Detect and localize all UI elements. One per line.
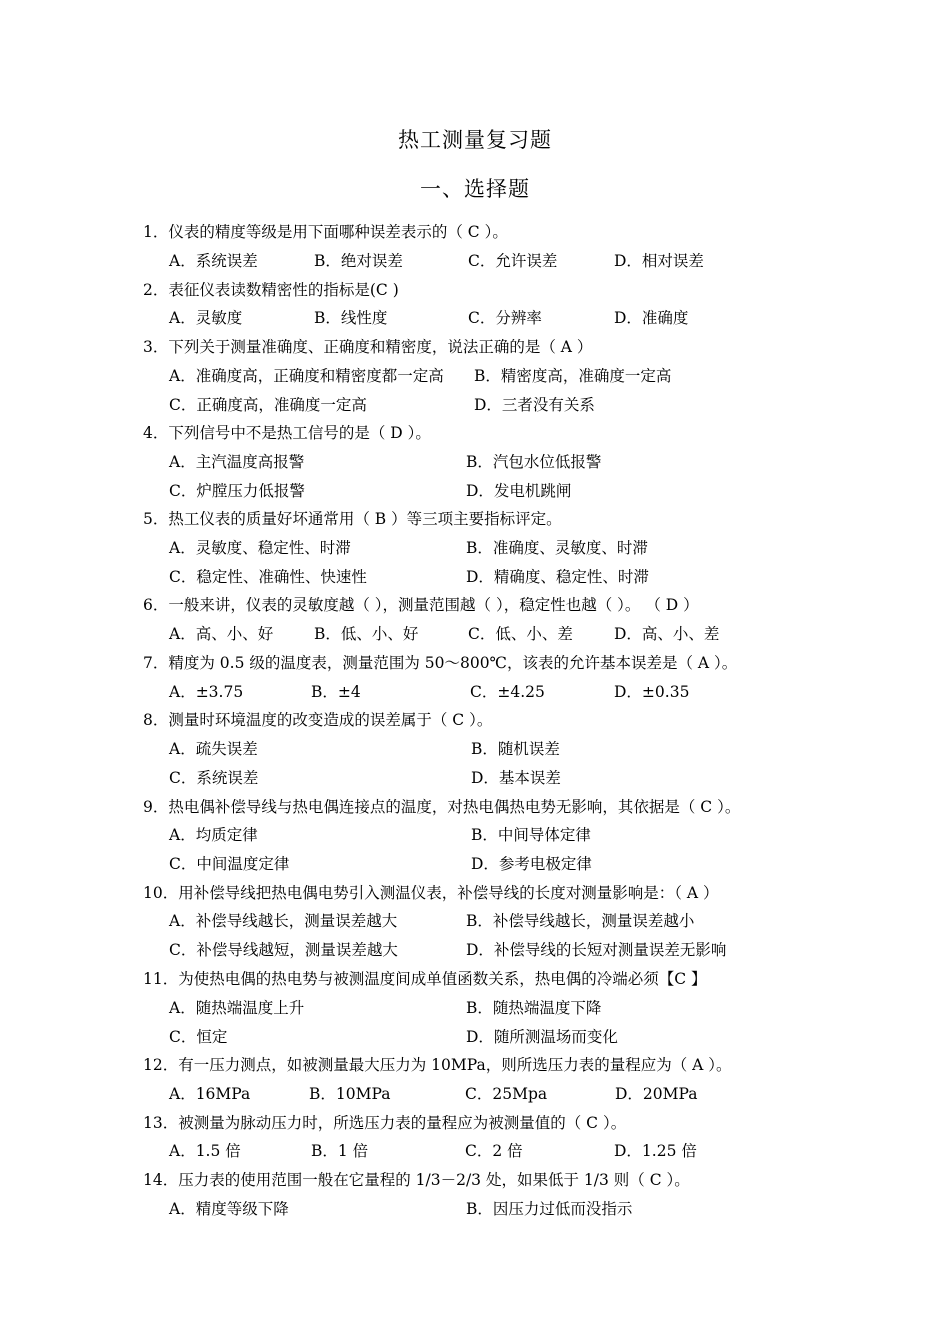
question-4: 4．下列信号中不是热工信号的是（ D ）。 xyxy=(143,424,431,442)
question-1: 1．仪表的精度等级是用下面哪种误差表示的（ C ）。 xyxy=(143,223,508,241)
question-13: 13．被测量为脉动压力时，所选压力表的量程应为被测量值的（ C ）。 xyxy=(143,1114,627,1132)
option-11a: A．随热端温度上升 xyxy=(169,999,305,1017)
option-13a: A．1.5 倍 xyxy=(169,1142,241,1160)
option-14b: B．因压力过低而没指示 xyxy=(466,1200,633,1218)
question-8: 8．测量时环境温度的改变造成的误差属于（ C ）。 xyxy=(143,711,493,729)
option-11c: C．恒定 xyxy=(169,1028,228,1046)
option-6b: B．低、小、好 xyxy=(314,625,419,643)
option-5d: D．精确度、稳定性、时滞 xyxy=(466,568,649,586)
option-1c: C．允许误差 xyxy=(468,252,558,270)
question-9: 9．热电偶补偿导线与热电偶连接点的温度，对热电偶热电势无影响，其依据是（ C ）。 xyxy=(143,798,741,816)
option-1d: D．相对误差 xyxy=(614,252,704,270)
option-2d: D．准确度 xyxy=(614,309,689,327)
option-10a: A．补偿导线越长，测量误差越大 xyxy=(169,912,398,930)
page-title: 热工测量复习题 xyxy=(398,128,552,152)
question-12: 12．有一压力测点，如被测量最大压力为 10MPa，则所选压力表的量程应为（ A ）。 xyxy=(143,1056,732,1074)
question-6: 6．一般来讲，仪表的灵敏度越（ ），测量范围越（ ），稳定性也越（ ）。 （ D ） xyxy=(143,596,699,614)
option-4c: C．炉膛压力低报警 xyxy=(169,482,305,500)
option-7a: A．±3.75 xyxy=(169,683,244,701)
option-3d: D．三者没有关系 xyxy=(474,396,595,414)
option-2a: A．灵敏度 xyxy=(169,309,243,327)
option-4b: B．汽包水位低报警 xyxy=(466,453,602,471)
option-3b: B．精密度高，准确度一定高 xyxy=(474,367,672,385)
option-10d: D．补偿导线的长短对测量误差无影响 xyxy=(466,941,727,959)
section-heading: 一、选择题 xyxy=(420,177,530,201)
question-3: 3．下列关于测量准确度、正确度和精密度，说法正确的是（ A ） xyxy=(143,338,593,356)
option-8d: D．基本误差 xyxy=(471,769,561,787)
option-11b: B．随热端温度下降 xyxy=(466,999,602,1017)
option-13d: D．1.25 倍 xyxy=(614,1142,697,1160)
question-11: 11．为使热电偶的热电势与被测温度间成单值函数关系，热电偶的冷端必须【C 】 xyxy=(143,970,707,988)
option-1b: B．绝对误差 xyxy=(314,252,403,270)
question-7: 7．精度为 0.5 级的温度表，测量范围为 50～800℃，该表的允许基本误差是（ A ）。 xyxy=(143,654,738,672)
option-10b: B．补偿导线越长，测量误差越小 xyxy=(466,912,695,930)
option-7b: B．±4 xyxy=(311,683,361,701)
option-4d: D．发电机跳闸 xyxy=(466,482,572,500)
option-1a: A．系统误差 xyxy=(169,252,258,270)
option-8c: C．系统误差 xyxy=(169,769,259,787)
option-6d: D．高、小、差 xyxy=(614,625,720,643)
option-5b: B．准确度、灵敏度、时滞 xyxy=(466,539,648,557)
option-13c: C．2 倍 xyxy=(465,1142,523,1160)
option-14a: A．精度等级下降 xyxy=(169,1200,289,1218)
option-5a: A．灵敏度、稳定性、时滞 xyxy=(169,539,351,557)
option-3c: C．正确度高，准确度一定高 xyxy=(169,396,367,414)
option-4a: A．主汽温度高报警 xyxy=(169,453,305,471)
option-5c: C．稳定性、准确性、快速性 xyxy=(169,568,367,586)
option-2b: B．线性度 xyxy=(314,309,388,327)
option-7c: C．±4.25 xyxy=(470,683,545,701)
option-12b: B．10MPa xyxy=(309,1085,391,1103)
option-10c: C．补偿导线越短，测量误差越大 xyxy=(169,941,398,959)
question-5: 5．热工仪表的质量好坏通常用（ B ）等三项主要指标评定。 xyxy=(143,510,562,528)
option-9c: C．中间温度定律 xyxy=(169,855,290,873)
option-8b: B．随机误差 xyxy=(471,740,560,758)
question-14: 14．压力表的使用范围一般在它量程的 1/3－2/3 处，如果低于 1/3 则（ C ）。 xyxy=(143,1171,690,1189)
option-12a: A．16MPa xyxy=(169,1085,251,1103)
option-9d: D．参考电极定律 xyxy=(471,855,592,873)
option-6a: A．高、小、好 xyxy=(169,625,274,643)
option-7d: D．±0.35 xyxy=(614,683,690,701)
option-3a: A．准确度高，正确度和精密度都一定高 xyxy=(169,367,444,385)
option-2c: C．分辨率 xyxy=(468,309,542,327)
option-9b: B．中间导体定律 xyxy=(471,826,591,844)
option-12c: C．25Mpa xyxy=(465,1085,548,1103)
option-8a: A．疏失误差 xyxy=(169,740,258,758)
option-12d: D．20MPa xyxy=(615,1085,698,1103)
question-2: 2．表征仪表读数精密性的指标是(C ) xyxy=(143,281,399,299)
option-9a: A．均质定律 xyxy=(169,826,258,844)
option-11d: D．随所测温场而变化 xyxy=(466,1028,618,1046)
option-13b: B．1 倍 xyxy=(311,1142,369,1160)
option-6c: C．低、小、差 xyxy=(468,625,573,643)
question-10: 10．用补偿导线把热电偶电势引入测温仪表，补偿导线的长度对测量影响是：（ A ） xyxy=(143,884,719,902)
